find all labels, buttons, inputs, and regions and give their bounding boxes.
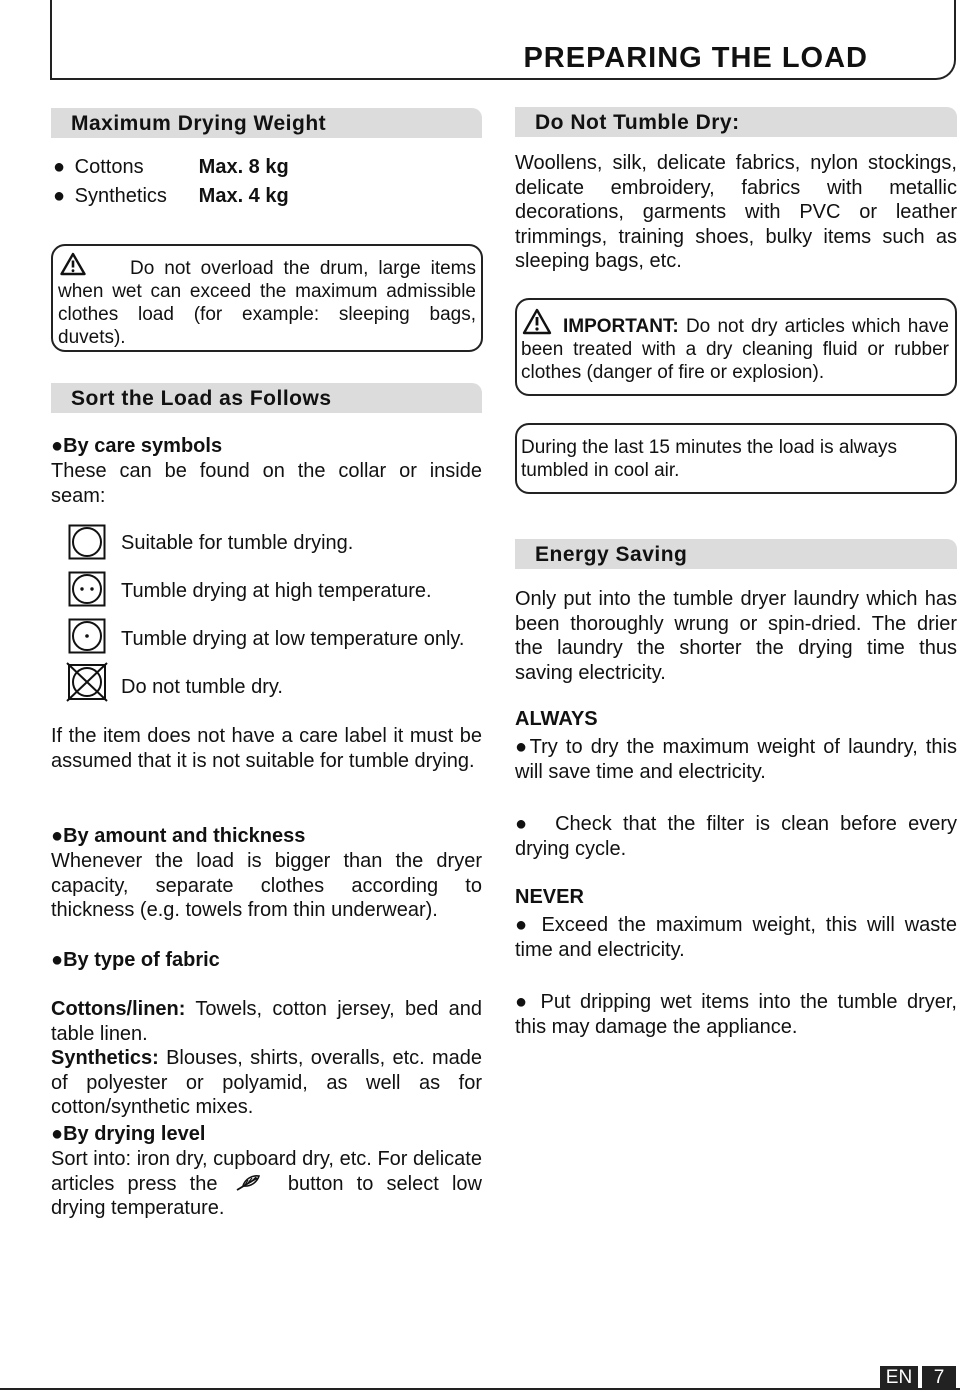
drying-level-text-part2: button to select low drying temperature.	[51, 1172, 482, 1219]
never-item-1-text: Exceed the maximum weight, this will waste time and electricity.	[515, 914, 957, 961]
tumble-dry-low-icon	[68, 618, 106, 654]
bullet: ●	[515, 914, 532, 936]
drying-level-title	[51, 1122, 205, 1147]
weight-value: Max. 4 kg	[198, 185, 289, 207]
cottons-paragraph	[51, 997, 482, 1046]
page-title: PREPARING THE LOAD	[523, 42, 868, 74]
weight-value: Max. 8 kg	[198, 156, 289, 178]
weight-label: Synthetics	[74, 185, 167, 207]
always-title: ALWAYS	[515, 708, 598, 730]
never-item-2-text: Put dripping wet items into the tumble dryer, this may damage the appliance.	[515, 991, 957, 1038]
max-weight-heading: Maximum Drying Weight	[51, 108, 482, 138]
care-label-suitable: Suitable for tumble drying.	[121, 532, 354, 554]
care-label-low: Tumble drying at low temperature only.	[121, 628, 465, 650]
fabric-title-text: By type of fabric	[63, 949, 220, 971]
synthetics-text: Blouses, shirts, overalls, etc. made of polyester or polyamid, as well as for cotton/synthetic mixes.	[51, 1047, 482, 1118]
sort-heading: Sort the Load as Follows	[51, 383, 482, 413]
tumble-dry-high-icon	[68, 571, 106, 607]
fabric-title	[51, 948, 220, 973]
page-number: 7	[922, 1366, 956, 1388]
never-item-2	[515, 990, 957, 1039]
care-symbols-title	[51, 434, 222, 459]
do-not-tumble-heading: Do Not Tumble Dry:	[515, 107, 957, 137]
do-not-tumble-dry-icon	[66, 662, 108, 702]
bullet: ●	[51, 949, 64, 971]
important-text: Do not dry articles which have been treated with a dry cleaning fluid or rubber clothes (danger of fire or explosion).	[521, 316, 949, 383]
always-item-1	[515, 735, 957, 784]
bullet: ●	[53, 156, 66, 178]
amount-text: Whenever the load is bigger than the dryer capacity, separate clothes according to thickness (e.g. towels from thin underwear).	[51, 850, 482, 921]
important-paragraph	[521, 315, 949, 384]
amount-title-text: By amount and thickness	[63, 825, 306, 847]
do-not-tumble-text: Woollens, silk, delicate fabrics, nylon stockings, delicate embroidery, fabrics with metallic decorations, garments with PVC or leather trimmings, training shoes, bulky items such as sleeping bags, etc.	[515, 152, 957, 272]
delicate-feather-icon	[235, 1174, 271, 1192]
energy-saving-heading: Energy Saving	[515, 539, 957, 569]
care-label-high: Tumble drying at high temperature.	[121, 580, 432, 602]
language-badge: EN	[880, 1366, 918, 1388]
no-label-text: If the item does not have a care label it must be assumed that it is not suitable for tumble drying.	[51, 725, 482, 772]
overload-warning-text: Do not overload the drum, large items when wet can exceed the maximum admissible clothes load (for example: sleeping bags, duvets).	[58, 258, 476, 348]
bullet: ●	[515, 813, 533, 835]
bullet: ●	[515, 991, 531, 1013]
always-item-1-text: Try to dry the maximum weight of laundry, this will save time and electricity.	[515, 736, 957, 783]
bullet: ●	[51, 1123, 64, 1145]
weight-label: Cottons	[74, 156, 144, 178]
bullet: ●	[53, 185, 66, 207]
never-title: NEVER	[515, 886, 584, 908]
important-label: IMPORTANT:	[563, 316, 679, 337]
amount-title	[51, 824, 305, 849]
drying-level-text-part1: Sort into: iron dry, cupboard dry, etc. For delicate articles press the	[51, 1148, 482, 1195]
drying-level-text	[51, 1147, 482, 1221]
synthetics-paragraph	[51, 1046, 482, 1120]
weight-row-synthetics	[53, 184, 289, 209]
bullet: ●	[51, 435, 64, 457]
cool-air-text: During the last 15 minutes the load is always tumbled in cool air.	[521, 437, 897, 481]
energy-intro-text: Only put into the tumble dryer laundry which has been thoroughly wrung or spin-dried. The drier the laundry the shorter the drying time thus saving electricity.	[515, 588, 957, 684]
cottons-label: Cottons/linen:	[51, 998, 186, 1020]
care-symbols-title-text: By care symbols	[63, 435, 223, 457]
footer-rule	[0, 1388, 960, 1390]
care-label-no-tumble: Do not tumble dry.	[121, 676, 283, 698]
bullet: ●	[515, 736, 530, 758]
bullet: ●	[51, 825, 64, 847]
drying-level-title-text: By drying level	[63, 1123, 206, 1145]
synthetics-label: Synthetics:	[51, 1047, 159, 1069]
care-symbols-text: These can be found on the collar or inside seam:	[51, 460, 482, 507]
always-item-2	[515, 812, 957, 861]
tumble-dry-circle-icon	[68, 524, 106, 560]
weight-row-cottons	[53, 155, 289, 180]
cottons-text: Towels, cotton jersey, bed and table linen.	[51, 998, 483, 1045]
always-item-2-text: Check that the filter is clean before every drying cycle.	[515, 813, 957, 860]
never-item-1	[515, 913, 957, 962]
